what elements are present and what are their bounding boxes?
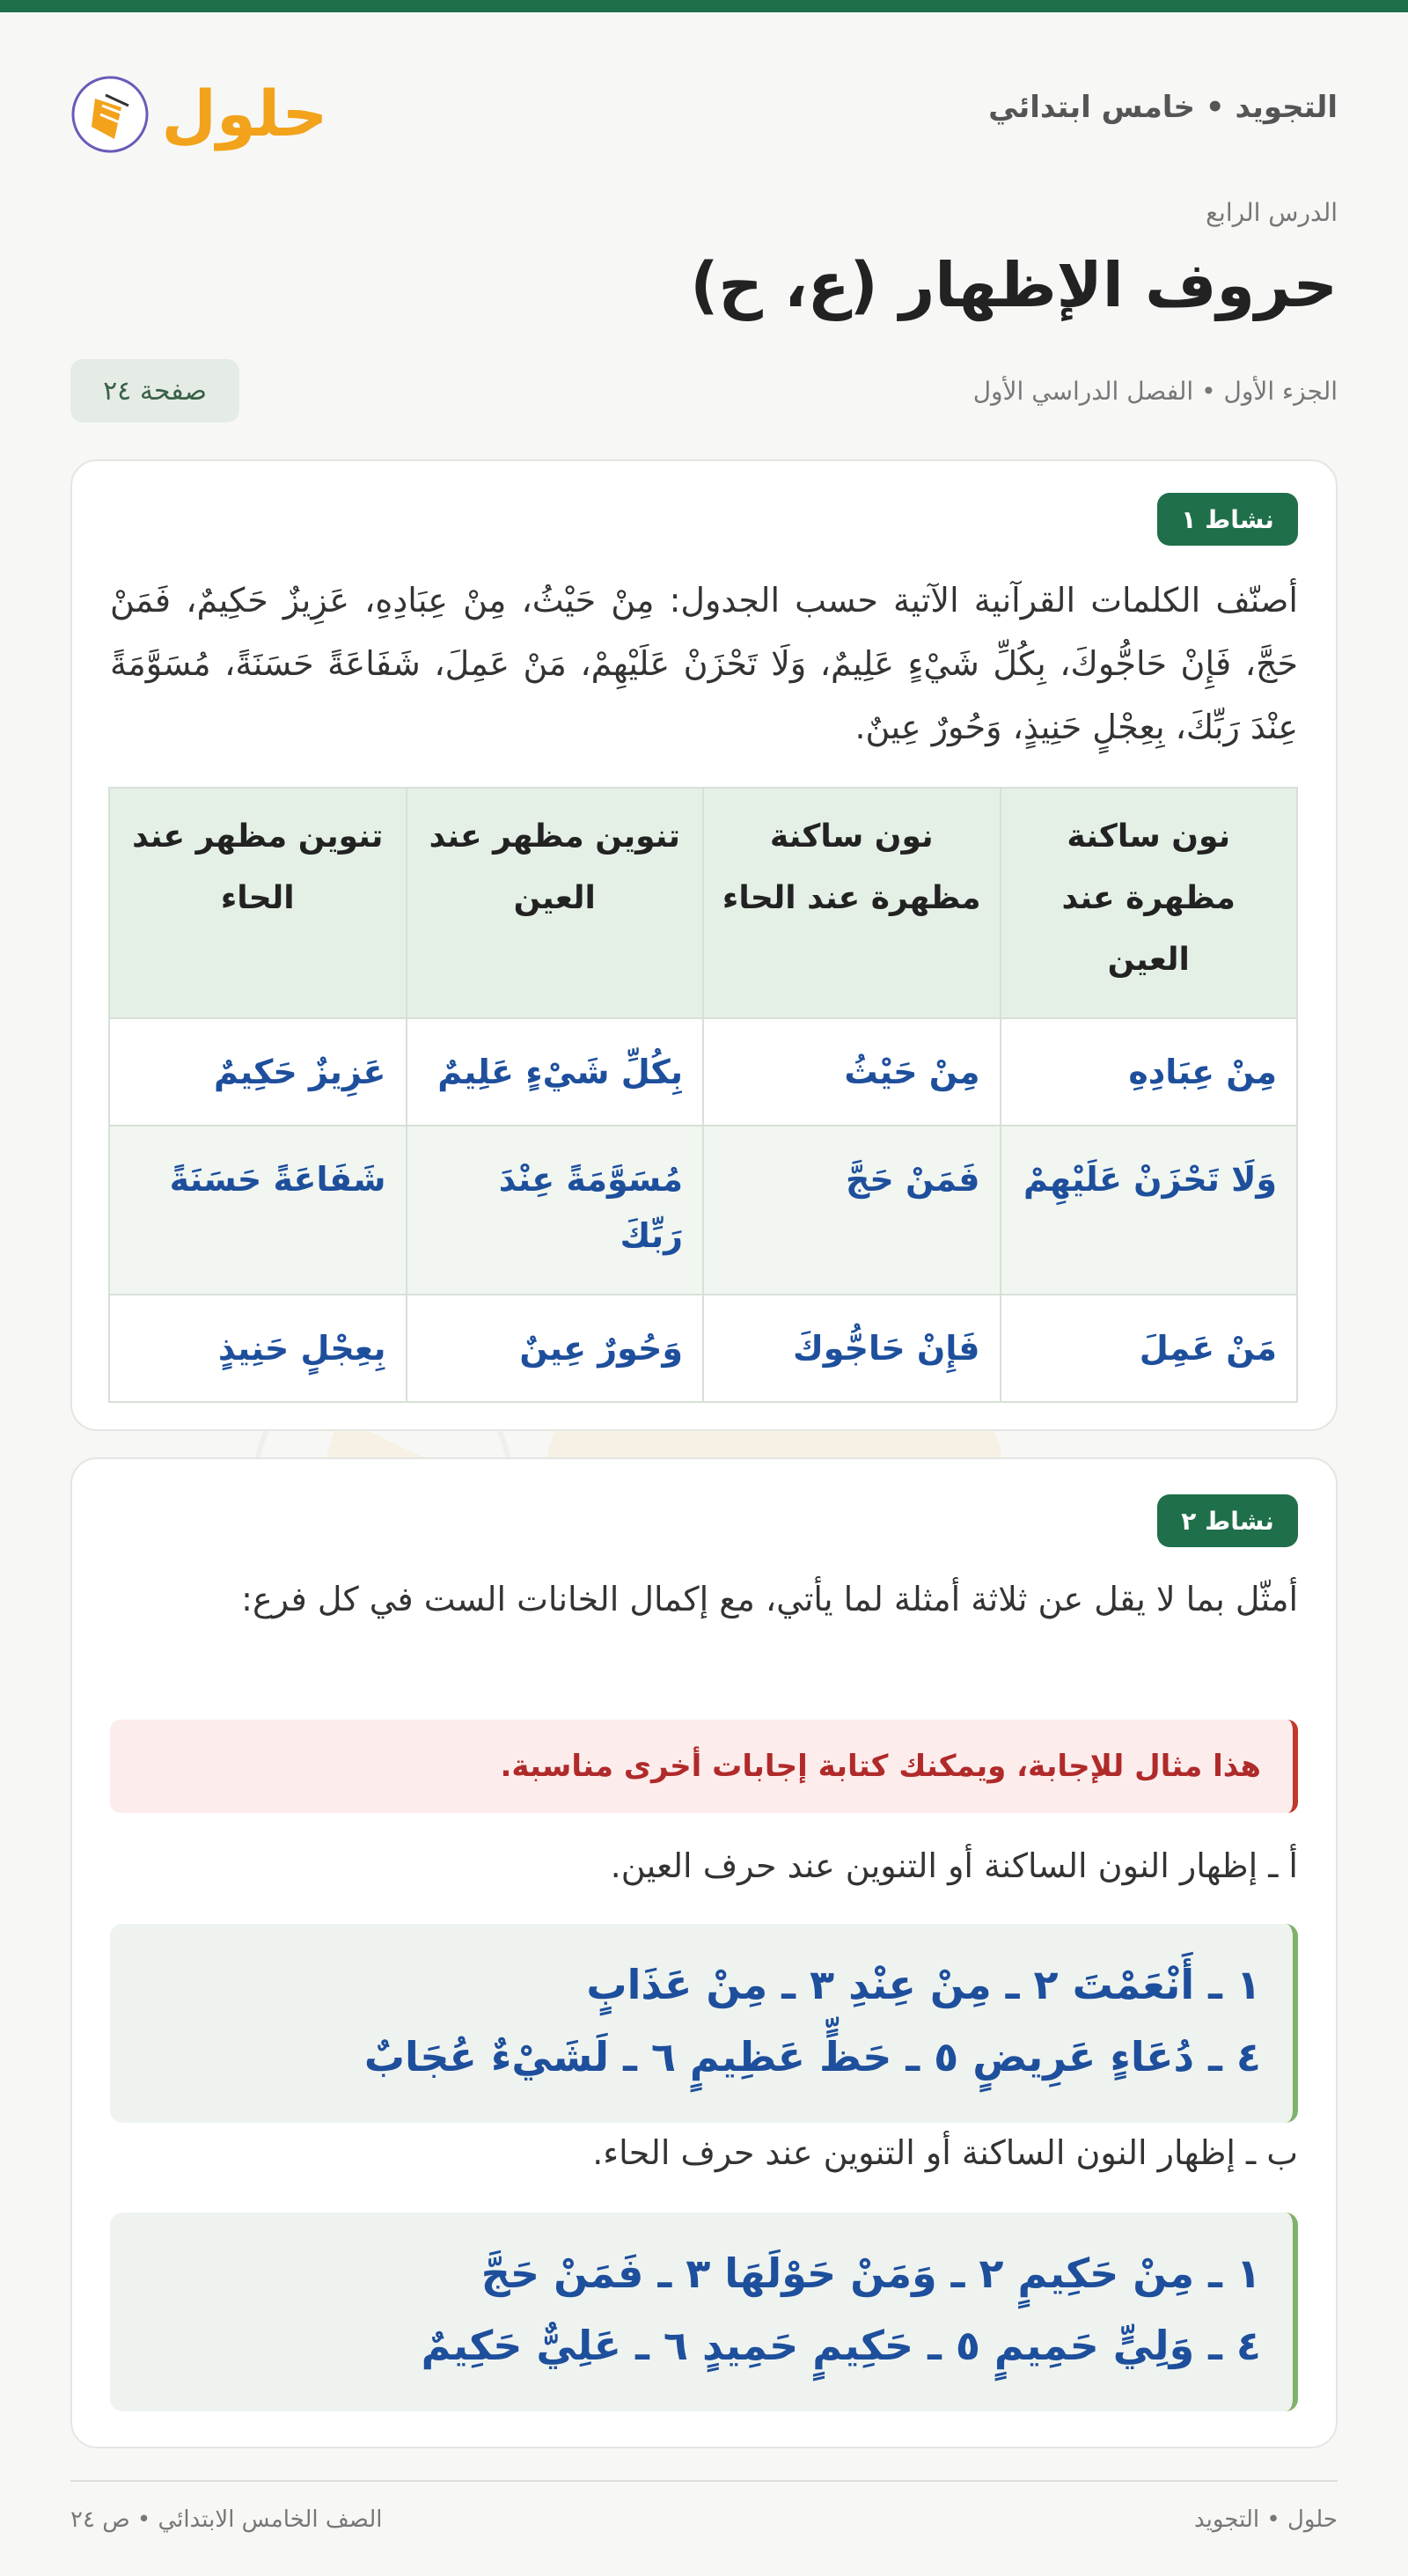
activity-1-instruction: أصنّف الكلمات القرآنية الآتية حسب الجدول: مِنْ حَيْثُ، مِنْ عِبَادِهِ، عَزِيزٌ حَكِيمٌ، فَمَنْ حَجَّ، فَإِنْ حَاجُّوكَ، بِكُلِّ شَيْءٍ عَلِيمٌ، وَلَا تَحْزَنْ عَلَيْهِمْ، مَنْ عَمِلَ، شَفَاعَةً حَسَنَةً، مُسَوَّمَةً عِنْدَ رَبِّكَ، بِعِجْلٍ حَنِيذٍ، وَحُورٌ عِينٌ.	[110, 581, 1298, 746]
top-accent-bar	[0, 0, 1408, 12]
page-title: حروف الإظهار (ع، ح)	[690, 249, 1338, 321]
answer-line: ٤ ـ دُعَاءٍ عَرِيضٍ ٥ ـ حَظٍّ عَظِيمٍ ٦ ـ لَشَيْءٌ عُجَابٌ	[363, 2033, 1261, 2081]
column-header: تنوين مظهر عند العين	[407, 788, 704, 1018]
part-b-label: ب ـ إظهار النون الساكنة أو التنوين عند حرف الحاء.	[592, 2133, 1298, 2172]
lesson-number: الدرس الرابع	[1206, 198, 1338, 227]
table-header-row	[109, 788, 1297, 1018]
lesson-meta: الجزء الأول • الفصل الدراسي الأول	[972, 377, 1338, 406]
table-cell: مَنْ عَمِلَ	[1001, 1295, 1298, 1402]
footer-page-info: الصف الخامس الابتدائي • ص ٢٤	[70, 2506, 383, 2533]
site-logo[interactable]	[70, 62, 334, 158]
table-row	[109, 1126, 1297, 1295]
answer-line: ٤ ـ وَلِيٍّ حَمِيمٍ ٥ ـ حَكِيمٍ حَمِيدٍ ٦ ـ عَلِيٌّ حَكِيمٌ	[421, 2322, 1261, 2369]
page-number-badge: صفحة ٢٤	[70, 359, 239, 422]
activity-1-card	[70, 459, 1338, 1431]
activity-2-card	[70, 1457, 1338, 2448]
table-cell: عَزِيزٌ حَكِيمٌ	[109, 1018, 407, 1126]
table-cell: وَحُورٌ عِينٌ	[407, 1295, 704, 1402]
column-header: تنوين مظهر عند الحاء	[109, 788, 407, 1018]
answer-line: ١ ـ أَنْعَمْتَ ٢ ـ مِنْ عِنْدِ ٣ ـ مِنْ عَذَابٍ	[586, 1961, 1261, 2008]
table-row	[109, 1018, 1297, 1126]
answer-note: هذا مثال للإجابة، ويمكنك كتابة إجابات أخرى مناسبة.	[110, 1720, 1298, 1813]
part-a-answers	[110, 1924, 1298, 2123]
subject-label: التجويد • خامس ابتدائي	[988, 90, 1338, 125]
table-cell: مِنْ حَيْثُ	[703, 1018, 1001, 1126]
table-cell: بِكُلِّ شَيْءٍ عَلِيمٌ	[407, 1018, 704, 1126]
table-row	[109, 1295, 1297, 1402]
table-cell: فَمَنْ حَجَّ	[703, 1126, 1001, 1295]
activity-2-instruction: أمثّل بما لا يقل عن ثلاثة أمثلة لما يأتي، مع إكمال الخانات الست في كل فرع:	[241, 1580, 1298, 1618]
table-cell: شَفَاعَةً حَسَنَةً	[109, 1126, 407, 1295]
table-cell: فَإِنْ حَاجُّوكَ	[703, 1295, 1001, 1402]
table-cell: وَلَا تَحْزَنْ عَلَيْهِمْ	[1001, 1126, 1298, 1295]
column-header: نون ساكنة مظهرة عند الحاء	[703, 788, 1001, 1018]
activity-1-badge: نشاط ١	[1157, 493, 1298, 546]
part-a-label: أ ـ إظهار النون الساكنة أو التنوين عند حرف العين.	[610, 1846, 1298, 1885]
column-header: نون ساكنة مظهرة عند العين	[1001, 788, 1298, 1018]
footer-divider	[70, 2480, 1338, 2482]
footer-brand: حلول • التجويد	[1194, 2506, 1338, 2533]
answer-line: ١ ـ مِنْ حَكِيمٍ ٢ ـ وَمَنْ حَوْلَهَا ٣ ـ فَمَنْ حَجَّ	[480, 2249, 1261, 2297]
activity-2-badge: نشاط ٢	[1157, 1494, 1298, 1547]
table-cell: مُسَوَّمَةً عِنْدَ رَبِّكَ	[407, 1126, 704, 1295]
table-cell: مِنْ عِبَادِهِ	[1001, 1018, 1298, 1126]
page-header	[70, 62, 1338, 158]
table-cell: بِعِجْلٍ حَنِيذٍ	[109, 1295, 407, 1402]
part-b-answers	[110, 2213, 1298, 2411]
logo-text: حلول	[161, 77, 328, 150]
classification-table	[108, 787, 1298, 1403]
